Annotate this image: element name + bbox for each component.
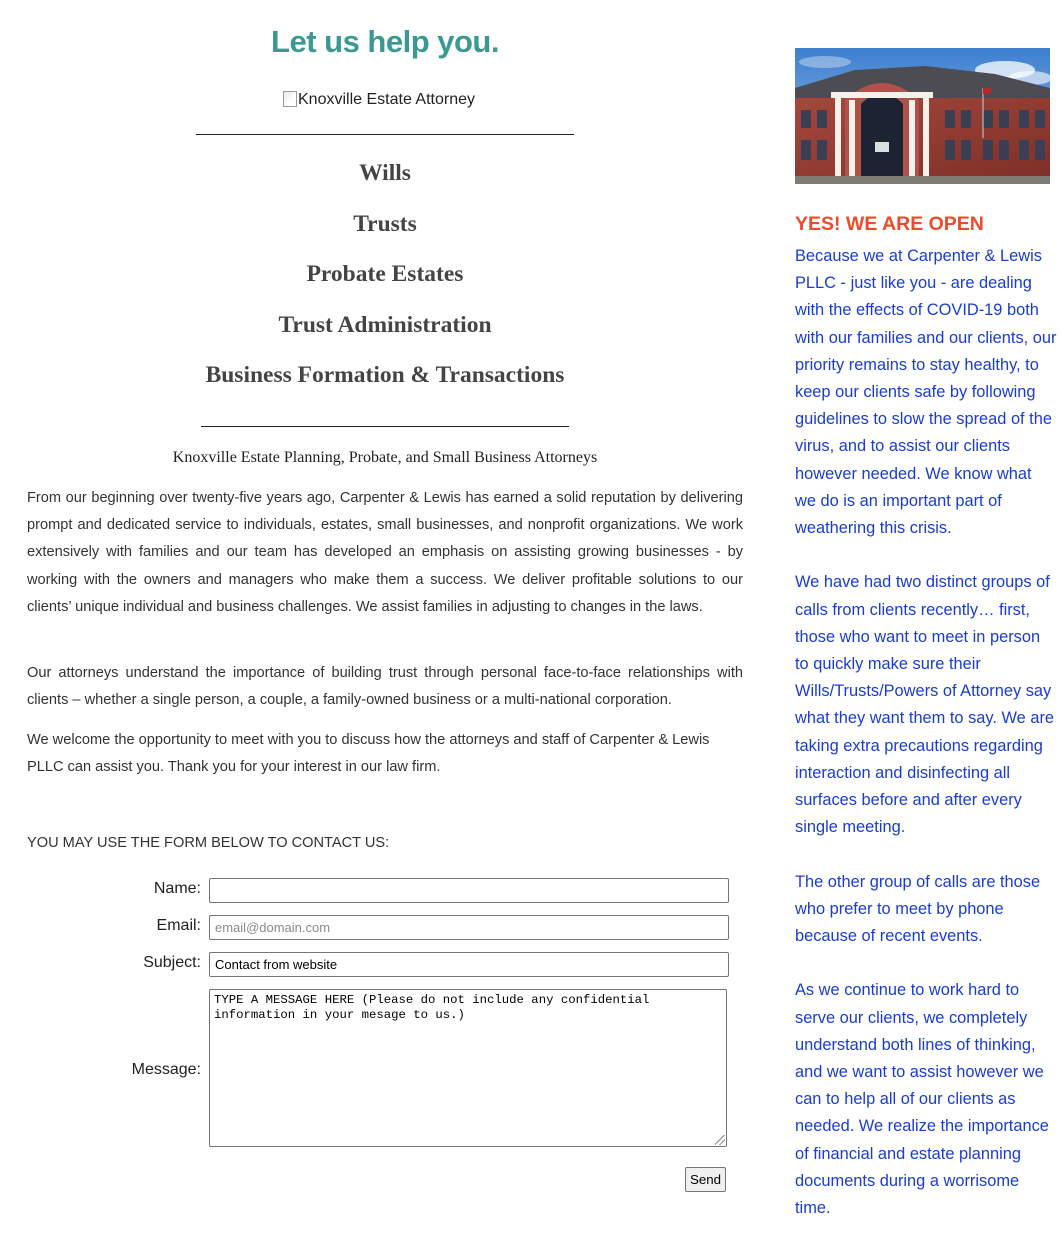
- firm-tagline: Knoxville Estate Planning, Probate, and Small Business Attorneys: [172, 449, 598, 466]
- subject-label: Subject:: [143, 954, 201, 971]
- practice-area-trusts: Trusts: [353, 210, 417, 237]
- intro-paragraph: From our beginning over twenty-five years ago, Carpenter & Lewis has earned a solid reputation by delivering prompt and dedicated service to individuals, estates, small businesses, and nonprofit organizations. We work extensively with families and our team has developed an emphasis on assisting growing businesses - by working with the owners and managers who make them a success. We deliver profitable solutions to our clients’ unique individual and business challenges. We assist families in adjusting to changes in the laws.: [27, 490, 743, 615]
- notice-paragraph-4: As we continue to work hard to serve our clients, we completely understand both lines of thinking, and we want to assist however we can to help all of our clients as needed. We realize the importance of financial and estate planning documents during a worrisome time.: [795, 981, 1049, 1218]
- notice-paragraph-2: We have had two distinct groups of calls from clients recently… first, those who want to meet in person to quickly make sure their Wills/Trusts/Powers of Attorney say what they want them to say. We are taking extra precautions regarding interaction and disinfecting all surfaces before and after every single meeting.: [795, 573, 1055, 837]
- firm-logo-image: [283, 89, 475, 111]
- subject-input[interactable]: [209, 952, 729, 977]
- message-textarea[interactable]: [209, 989, 727, 1147]
- send-button[interactable]: Send: [685, 1167, 726, 1192]
- notice-paragraph-3: The other group of calls are those who prefer to meet by phone because of recent events.: [795, 872, 1041, 946]
- name-label: Name:: [153, 880, 201, 897]
- practice-areas-list: [27, 156, 743, 409]
- contact-form-intro: YOU MAY USE THE FORM BELOW TO CONTACT US:: [27, 835, 390, 851]
- trust-paragraph: Our attorneys understand the importance of building trust through personal face-to-face relationships with clients – whether a single person, a couple, a family-owned business or a multi-national corporation.: [27, 665, 743, 709]
- practice-area-trust-administration: Trust Administration: [278, 311, 492, 338]
- broken-image-icon: [283, 91, 297, 107]
- practice-area-probate-estates: Probate Estates: [306, 261, 464, 287]
- page-headline: Let us help you.: [271, 24, 499, 59]
- covid-notice: [795, 243, 1057, 1249]
- firm-logo-alt-text: Knoxville Estate Attorney: [298, 91, 475, 108]
- email-label: Email:: [156, 917, 201, 934]
- practice-area-wills: Wills: [359, 160, 411, 186]
- email-input[interactable]: [209, 915, 729, 940]
- bottom-divider: [201, 426, 569, 427]
- open-notice-heading: YES! WE ARE OPEN: [795, 213, 984, 235]
- welcome-paragraph: We welcome the opportunity to meet with you to discuss how the attorneys and staff of Carpenter & Lewis PLLC can assist you. Thank you for your interest in our law firm.: [27, 732, 710, 776]
- top-divider: [196, 134, 574, 135]
- notice-paragraph-1: Because we at Carpenter & Lewis PLLC - just like you - are dealing with the effects of COVID-19 both with our families and our clients, our priority remains to stay healthy, to keep our clients safe by following guidelines to slow the spread of the virus, and to assist our clients however needed. We know what we do is an important part of weathering this crisis.: [795, 247, 1057, 538]
- office-building-photo: [795, 48, 1050, 184]
- message-label: Message:: [131, 1061, 201, 1078]
- name-input[interactable]: [209, 878, 729, 903]
- practice-area-business-formation: Business Formation & Transactions: [205, 362, 565, 388]
